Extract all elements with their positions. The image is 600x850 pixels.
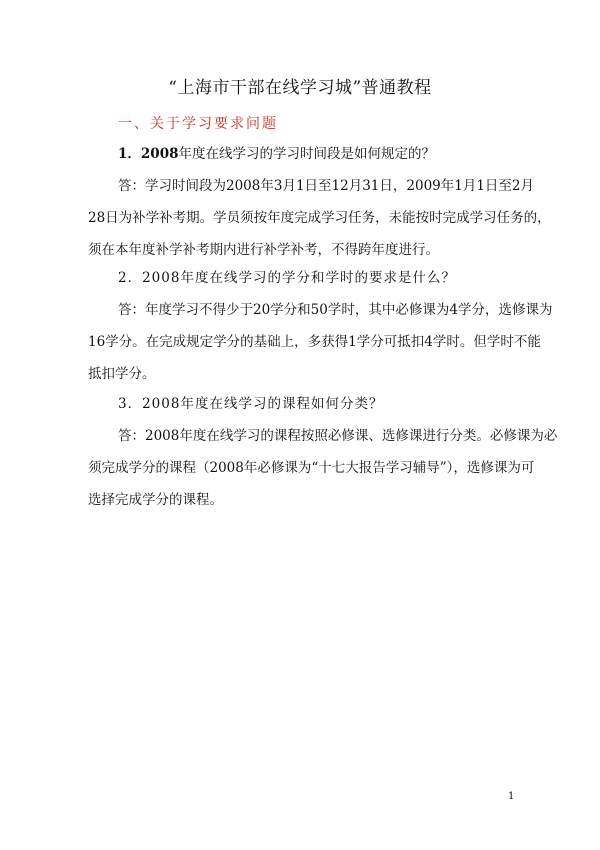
answer-1 — [88, 176, 551, 272]
question-1-text: 年度在线学习的学习时间段是如何规定的？ — [178, 146, 435, 162]
answer-1-line-2: 28日为补学补考期。学员须按年度完成学习任务，未能按时完成学习任务的， — [88, 210, 551, 226]
answer-1-line-3: 须在本年度补学补考期内进行补学补考，不得跨年度进行。 — [88, 242, 439, 258]
question-3: 3．2008年度在线学习的课程如何分类？ — [118, 396, 384, 412]
answer-3 — [88, 426, 557, 522]
page-number: 1 — [508, 791, 515, 802]
question-2: 2．2008年度在线学习的学分和学时的要求是什么？ — [118, 270, 456, 286]
answer-2-line-1: 答：年度学习不得少于20学分和50学时，其中必修课为4学分，选修课为 — [118, 302, 553, 318]
answer-2 — [88, 300, 552, 396]
question-1-number: 1． — [118, 146, 141, 162]
section-heading: 一、关于学习要求问题 — [118, 116, 278, 132]
question-1-year: 2008 — [140, 146, 179, 162]
answer-2-line-2: 16学分。在完成规定学分的基础上，多获得1学分可抵扣4学时。但学时不能 — [88, 334, 541, 350]
answer-1-line-1: 答：学习时间段为2008年3月1日至12月31日，2009年1月1日至2月 — [118, 178, 535, 194]
document-title: “上海市干部在线学习城”普通教程 — [168, 78, 432, 98]
answer-3-line-3: 选择完成学分的课程。 — [88, 492, 223, 508]
answer-2-line-3: 抵扣学分。 — [88, 366, 156, 382]
answer-3-line-2: 须完成学分的课程（2008年必修课为“十七大报告学习辅导”），选修课为可 — [88, 460, 535, 476]
answer-3-line-1: 答：2008年度在线学习的课程按照必修课、选修课进行分类。必修课为必 — [118, 428, 558, 444]
question-1 — [118, 144, 435, 164]
